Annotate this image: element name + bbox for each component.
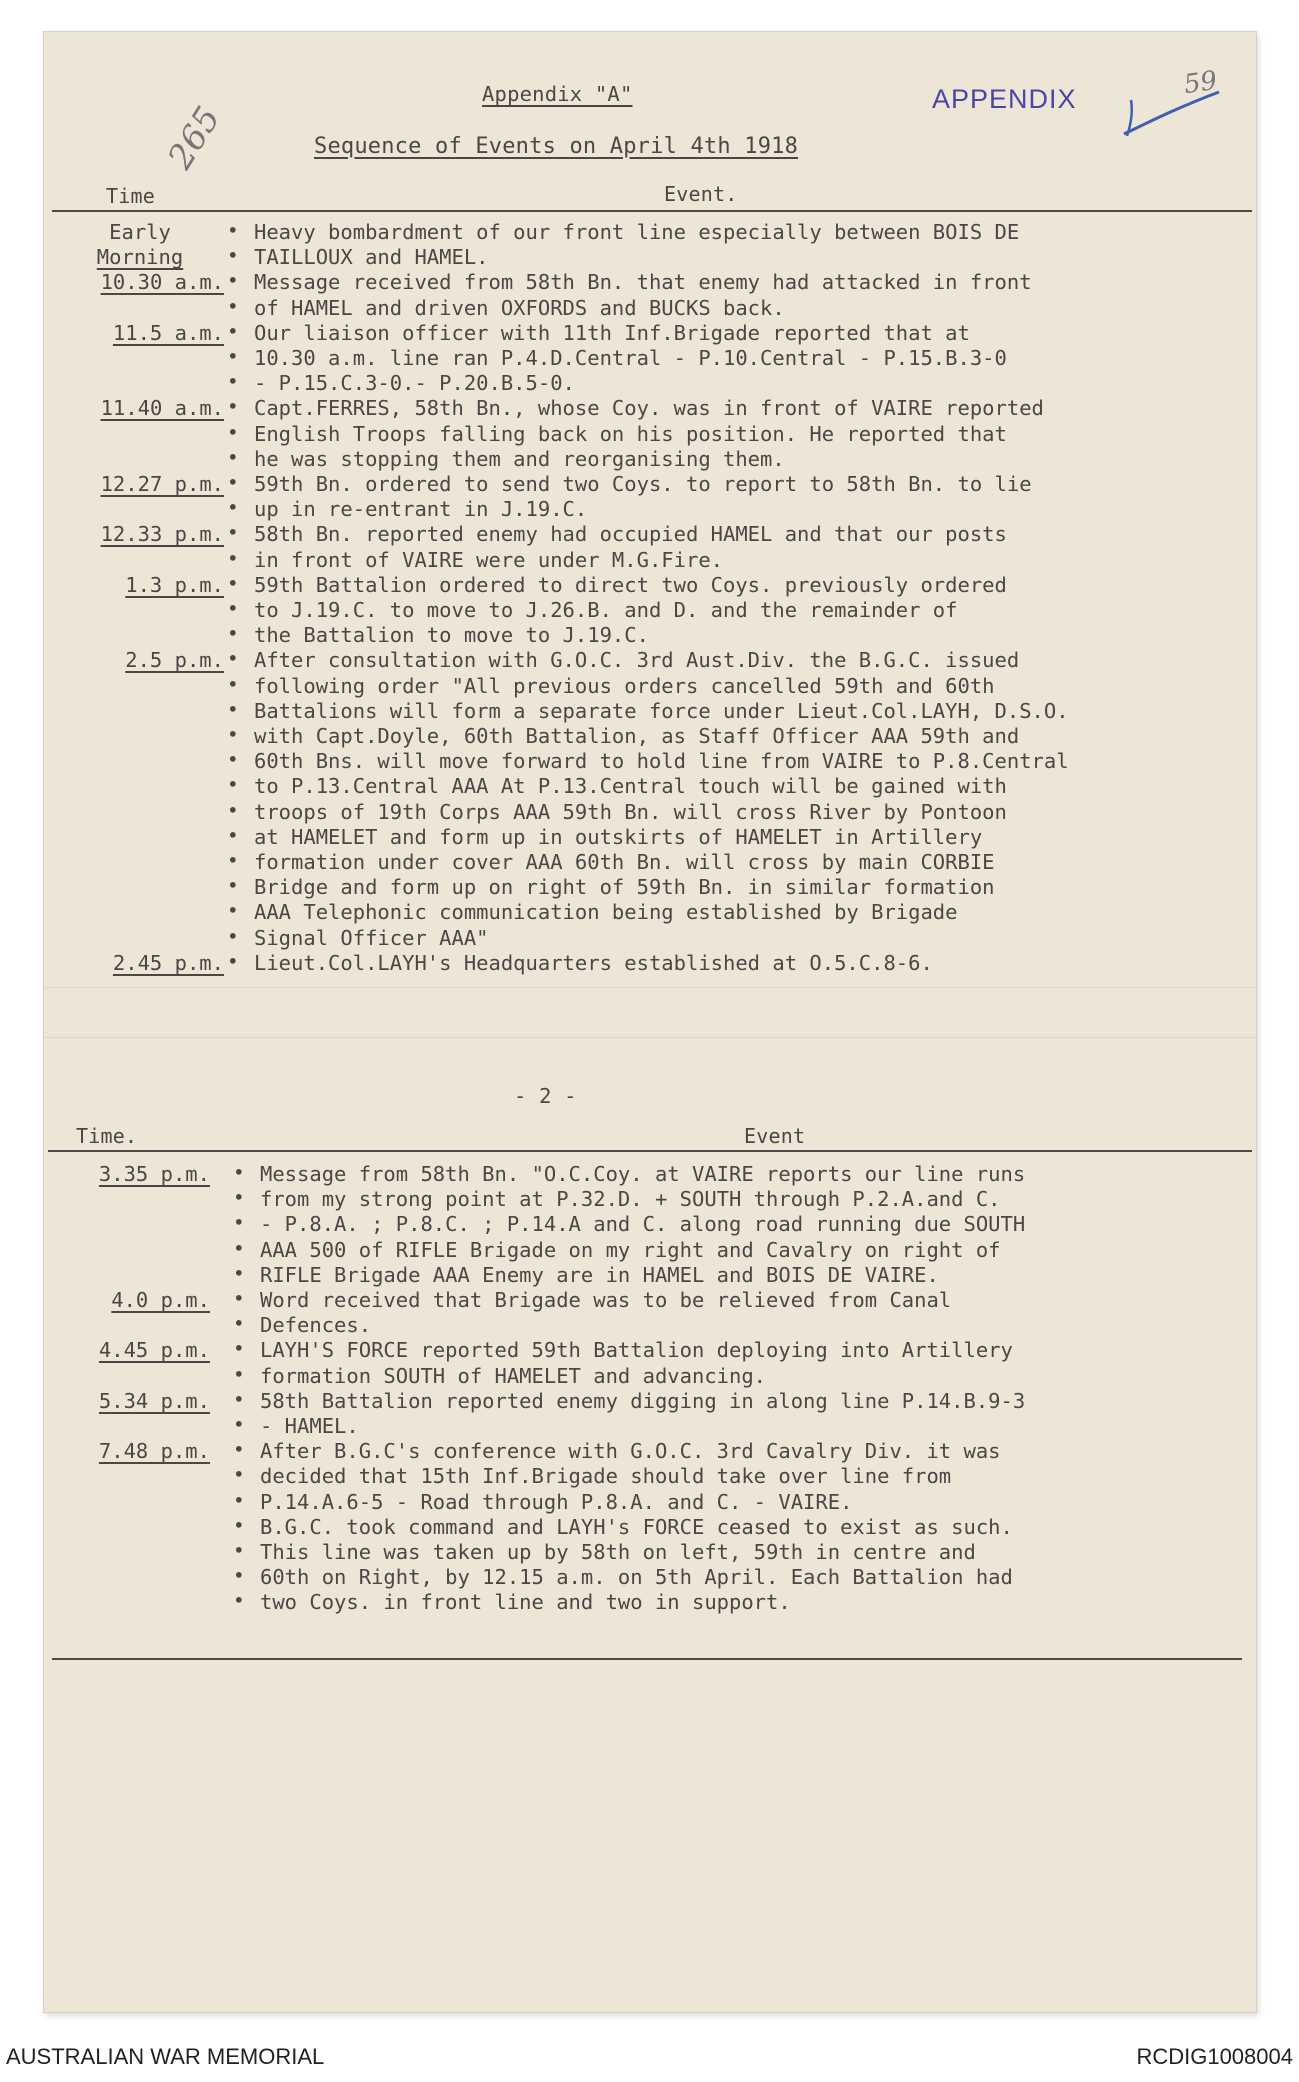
event-text-line: with Capt.Doyle, 60th Battalion, as Staff Officer AAA 59th and — [254, 724, 1020, 748]
event-text-line: Message received from 58th Bn. that enemy had attacked in front — [254, 270, 1032, 295]
column-separator-mark: • — [228, 725, 238, 744]
column-separator-mark: • — [228, 901, 238, 921]
column-separator-mark: • — [234, 1591, 244, 1611]
column-separator-mark: • — [234, 1389, 244, 1409]
column-separator-mark: • — [228, 573, 238, 593]
event-time: 4.0 p.m. — [111, 1288, 210, 1312]
column-separator-mark: • — [228, 624, 238, 644]
column-separator-mark: • — [228, 246, 238, 266]
event-text-line: 60th Bns. will move forward to hold line from VAIRE to P.8.Central — [254, 749, 1069, 774]
event-text-line: After consultation with G.O.C. 3rd Aust.Div. the B.G.C. issued — [254, 648, 1020, 673]
column-separator-mark: • — [228, 699, 238, 719]
event-text-line: formation SOUTH of HAMELET and advancing. — [260, 1363, 767, 1388]
column-separator-mark: • — [234, 1364, 244, 1384]
event-time — [56, 220, 224, 270]
time-column-header: Time — [106, 184, 155, 208]
column-separator-mark: • — [234, 1515, 244, 1535]
column-separator-mark: • — [228, 825, 238, 845]
event-text-line: LAYH'S FORCE reported 59th Battalion deploying into Artillery — [260, 1338, 1013, 1363]
event-text-line: - P.8.A. ; P.8.C. ; P.14.A and C. along road running due SOUTH — [260, 1212, 1026, 1237]
event-text-line: 58th Battalion reported enemy digging in along line P.14.B.9-3 — [260, 1388, 1026, 1413]
event-text-line: B.G.C. took command and LAYH's FORCE ceased to exist as such. — [260, 1514, 1013, 1539]
column-separator-mark: • — [228, 422, 238, 442]
column-separator-mark: • — [234, 1566, 244, 1586]
event-text-line: After B.G.C's conference with G.O.C. 3rd Cavalry Div. it was — [260, 1439, 1001, 1464]
event-text-line: troops of 19th Corps AAA 59th Bn. will cross River by Pontoon — [254, 799, 1007, 824]
event-text-line: AAA 500 of RIFLE Brigade on my right and Cavalry on right of — [260, 1237, 1001, 1262]
column-separator-mark: • — [228, 523, 238, 543]
column-separator-mark: • — [228, 473, 238, 492]
event-text-line: from my strong point at P.32.D. + SOUTH through P.2.A.and C. — [260, 1187, 1001, 1212]
event-text-line: up in re-entrant in J.19.C. — [254, 497, 588, 522]
column-separator-mark: • — [228, 800, 238, 820]
event-time: 1.3 p.m. — [125, 572, 224, 597]
closing-rule — [52, 1658, 1242, 1660]
column-separator-mark: • — [234, 1263, 244, 1283]
column-separator-mark: • — [228, 750, 238, 770]
event-text-line: Signal Officer AAA" — [254, 925, 489, 950]
pencil-folio-number: 265 — [160, 99, 229, 177]
event-text-line: Bridge and form up on right of 59th Bn. in similar formation — [254, 875, 995, 900]
event-text-line: decided that 15th Inf.Brigade should take over line from — [260, 1464, 952, 1489]
event-text-line: formation under cover AAA 60th Bn. will cross by main CORBIE — [254, 850, 995, 874]
event-text-line: RIFLE Brigade AAA Enemy are in HAMEL and BOIS DE VAIRE. — [260, 1262, 939, 1287]
page-number: - 2 - — [514, 1084, 577, 1108]
column-separator-mark: • — [228, 296, 238, 316]
column-separator-mark: • — [234, 1465, 244, 1485]
column-separator-mark: • — [234, 1289, 244, 1308]
document-sheet — [44, 32, 1256, 2012]
column-separator-mark: • — [228, 498, 238, 518]
event-text-line: English Troops falling back on his position. He reported that — [254, 421, 1007, 446]
event-text-line: Battalions will form a separate force under Lieut.Col.LAYH, D.S.O. — [254, 698, 1069, 723]
column-separator-mark: • — [228, 926, 238, 946]
column-separator-mark: • — [234, 1188, 244, 1208]
column-separator-mark: • — [228, 851, 238, 870]
column-separator-mark: • — [228, 649, 238, 669]
column-separator-mark: • — [228, 775, 238, 795]
event-text-line: 59th Bn. ordered to send two Coys. to report to 58th Bn. to lie — [254, 472, 1032, 496]
column-separator-mark: • — [228, 951, 238, 971]
event-text-line: two Coys. in front line and two in support. — [260, 1590, 791, 1615]
event-column-header: Event — [744, 1124, 806, 1148]
event-text-line: AAA Telephonic communication being established by Brigade — [254, 900, 958, 925]
event-text-line: Message from 58th Bn. "O.C.Coy. at VAIRE reports our line runs — [260, 1162, 1026, 1186]
column-separator-mark: • — [234, 1238, 244, 1258]
event-text-line: 10.30 a.m. line ran P.4.D.Central - P.10.Central - P.15.B.3-0 — [254, 346, 1007, 370]
event-text-line: Lieut.Col.LAYH's Headquarters established at O.5.C.8-6. — [254, 950, 933, 975]
event-text-line: TAILLOUX and HAMEL. — [254, 245, 489, 270]
event-time: 7.48 p.m. — [98, 1439, 210, 1464]
event-text-line: of HAMEL and driven OXFORDS and BUCKS back. — [254, 295, 785, 320]
column-separator-mark: • — [228, 372, 238, 392]
column-separator-mark: • — [234, 1415, 244, 1434]
column-separator-mark: • — [228, 876, 238, 896]
column-separator-mark: • — [234, 1163, 244, 1182]
event-text-line: at HAMELET and form up in outskirts of HAMELET in Artillery — [254, 824, 983, 849]
column-separator-mark: • — [228, 321, 238, 341]
column-separator-mark: • — [234, 1314, 244, 1334]
event-text-line: - HAMEL. — [260, 1414, 359, 1438]
column-separator-mark: • — [234, 1490, 244, 1510]
column-separator-mark: • — [234, 1541, 244, 1560]
time-column-header: Time. — [76, 1124, 138, 1148]
event-text-line: 59th Battalion ordered to direct two Coys. previously ordered — [254, 572, 1007, 597]
column-separator-mark: • — [228, 674, 238, 694]
event-time-line: Early — [109, 220, 171, 244]
event-time: 12.33 p.m. — [100, 522, 224, 547]
event-text-line: in front of VAIRE were under M.G.Fire. — [254, 547, 723, 572]
footer-record-id: RCDIG1008004 — [1136, 2044, 1293, 2069]
event-text-line: Capt.FERRES, 58th Bn., whose Coy. was in front of VAIRE reported — [254, 396, 1044, 421]
event-time: 3.35 p.m. — [98, 1162, 210, 1186]
event-text-line: This line was taken up by 58th on left, 59th in centre and — [260, 1540, 976, 1564]
event-time: 2.45 p.m. — [112, 950, 224, 975]
sequence-subheading: Sequence of Events on April 4th 1918 — [314, 134, 799, 159]
event-time: 2.5 p.m. — [125, 648, 224, 673]
event-time: 4.45 p.m. — [98, 1338, 210, 1363]
column-separator-mark: • — [228, 447, 238, 467]
event-text-line: to P.13.Central AAA At P.13.Central touch will be gained with — [254, 774, 1007, 799]
event-text-line: the Battalion to move to J.19.C. — [254, 623, 649, 648]
event-text-line: to J.19.C. to move to J.26.B. and D. and the remainder of — [254, 598, 958, 622]
column-separator-mark: • — [234, 1440, 244, 1460]
event-time: 5.34 p.m. — [98, 1388, 210, 1413]
page-fold — [44, 1037, 1256, 1039]
event-text-line: Heavy bombardment of our front line especially between BOIS DE — [254, 220, 1020, 244]
page-fold — [44, 987, 1256, 989]
event-text-line: Our liaison officer with 11th Inf.Brigade reported that at — [254, 320, 970, 345]
footer-institution: AUSTRALIAN WAR MEMORIAL — [6, 2044, 325, 2069]
event-text-line: following order "All previous orders cancelled 59th and 60th — [254, 673, 995, 698]
event-column-header: Event. — [664, 182, 738, 206]
header-rule-page1 — [52, 210, 1252, 212]
event-text-line: 58th Bn. reported enemy had occupied HAMEL and that our posts — [254, 522, 1007, 547]
event-time: 10.30 a.m. — [100, 270, 224, 295]
column-separator-mark: • — [228, 548, 238, 568]
column-separator-mark: • — [228, 271, 238, 291]
event-time-line: Morning — [96, 245, 184, 269]
event-text-line: Defences. — [260, 1313, 372, 1338]
column-separator-mark: • — [234, 1339, 244, 1359]
column-separator-mark: • — [228, 599, 238, 618]
event-text-line: P.14.A.6-5 - Road through P.8.A. and C. - VAIRE. — [260, 1489, 853, 1514]
event-time: 12.27 p.m. — [100, 472, 224, 496]
event-time: 11.40 a.m. — [100, 396, 224, 421]
event-text-line: Word received that Brigade was to be relieved from Canal — [260, 1288, 952, 1312]
column-separator-mark: • — [228, 221, 238, 240]
event-time: 11.5 a.m. — [112, 320, 224, 345]
event-text-line: 60th on Right, by 12.15 a.m. on 5th April. Each Battalion had — [260, 1565, 1013, 1590]
event-text-line: - P.15.C.3-0.- P.20.B.5-0. — [254, 371, 575, 396]
event-text-line: he was stopping them and reorganising them. — [254, 446, 785, 471]
appendix-heading: Appendix "A" — [482, 82, 633, 106]
appendix-stamp: APPENDIX — [932, 84, 1077, 114]
header-rule-page2 — [48, 1150, 1252, 1152]
column-separator-mark: • — [234, 1213, 244, 1233]
pencil-page-number: 59 — [1182, 65, 1220, 101]
column-separator-mark: • — [228, 347, 238, 366]
column-separator-mark: • — [228, 397, 238, 417]
